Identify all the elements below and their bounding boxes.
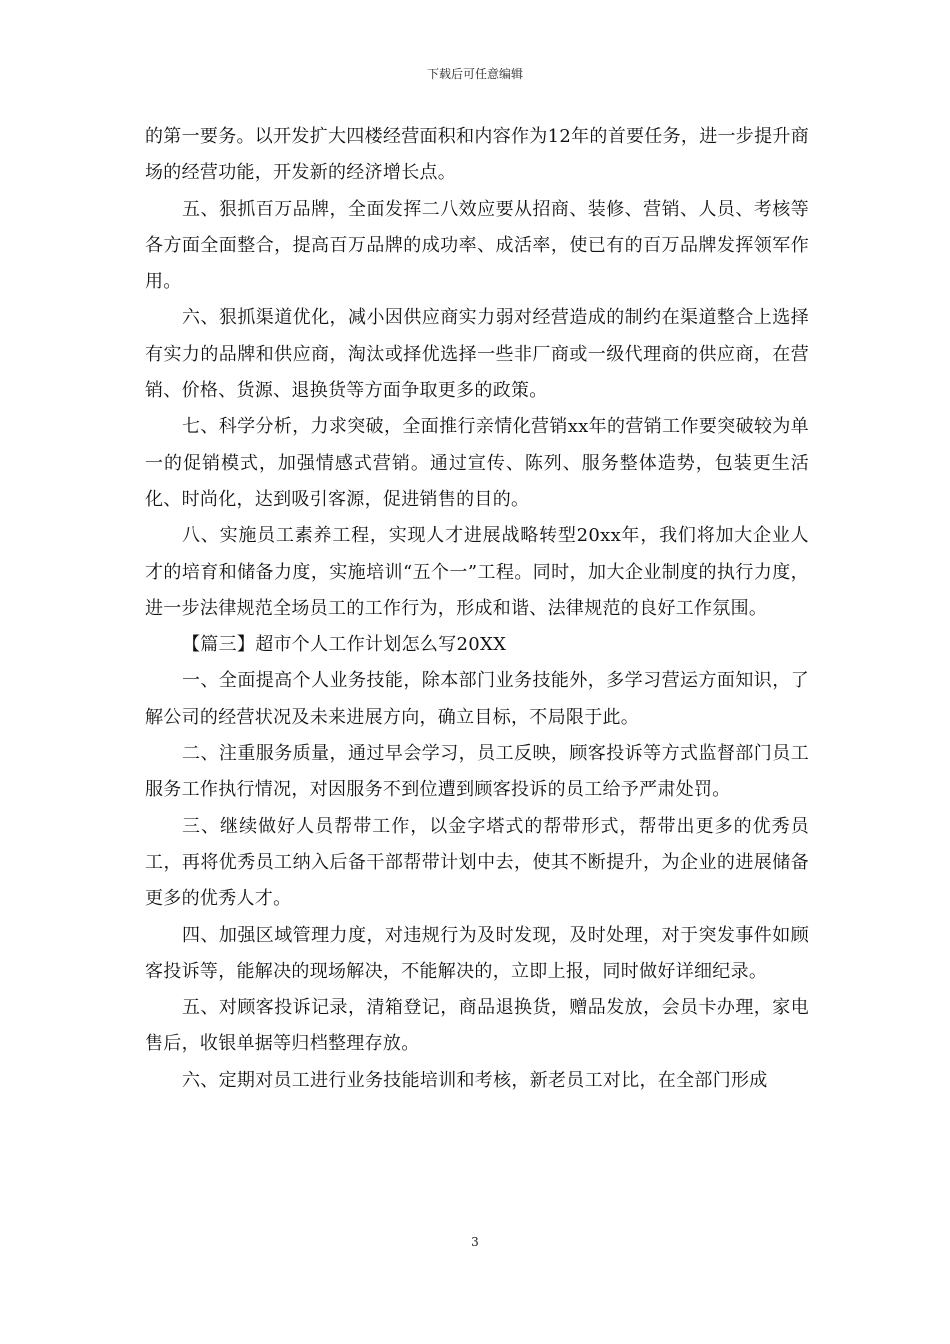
document-body <box>145 119 809 1099</box>
section-heading: 【篇三】超市个人工作计划怎么写20XX <box>182 634 507 656</box>
paragraph-item-7-marketing: 七、科学分析，力求突破，全面推行亲情化营销xx年的营销工作要突破较为单一的促销模式，加强情感式营销。通过宣传、陈列、服务整体造势，包装更生活化、时尚化，达到吸引客源，促进销售的目的。 <box>145 416 809 510</box>
paragraph-item-6-training: 六、定期对员工进行业务技能培训和考核，新老员工对比，在全部门形成 <box>182 1069 768 1091</box>
page-number: 3 <box>471 1235 479 1249</box>
paragraph-item-6-channel: 六、狠抓渠道优化，减小因供应商实力弱对经营造成的制约在渠道整合上选择有实力的品牌和供应商，淘汰或择优选择一些非厂商或一级代理商的供应商，在营销、价格、货源、退换货等方面争取更多的政策。 <box>145 307 809 402</box>
page-header: 下载后可任意编辑 <box>426 67 523 81</box>
paragraph-item-1-skills: 一、全面提高个人业务技能，除本部门业务技能外，多学习营运方面知识，了解公司的经营状况及未来进展方向，确立目标，不局限于此。 <box>145 670 809 728</box>
paragraph-item-2-service: 二、注重服务质量，通过早会学习，员工反映，顾客投诉等方式监督部门员工服务工作执行情况，对因服务不到位遭到顾客投诉的员工给予严肃处罚。 <box>145 743 809 801</box>
paragraph-item-8-staff: 八、实施员工素养工程，实现人才进展战略转型20xx年，我们将加大企业人才的培育和储备力度，实施培训“五个一”工程。同时，加大企业制度的执行力度，进一步法律规范全场员工的工作行为，形成和谐、法律规范的良好工作氛围。 <box>145 525 809 619</box>
paragraph-item-4-area: 四、加强区域管理力度，对违规行为及时发现，及时处理，对于突发事件如顾客投诉等，能解决的现场解决，不能解决的，立即上报，同时做好详细纪录。 <box>145 924 809 982</box>
paragraph-item-5-records: 五、对顾客投诉记录，清箱登记，商品退换货，赠品发放，会员卡办理，家电售后，收银单据等归档整理存放。 <box>145 997 809 1055</box>
paragraph-continuation: 的第一要务。以开发扩大四楼经营面积和内容作为12年的首要任务，进一步提升商场的经营功能，开发新的经济增长点。 <box>145 126 810 184</box>
paragraph-item-5-brand: 五、狠抓百万品牌，全面发挥二八效应要从招商、装修、营销、人员、考核等各方面全面整合，提高百万品牌的成功率、成活率，使已有的百万品牌发挥领军作用。 <box>145 198 809 293</box>
paragraph-item-3-mentoring: 三、继续做好人员帮带工作，以金字塔式的帮带形式，帮带出更多的优秀员工，再将优秀员工纳入后备干部帮带计划中去，使其不断提升，为企业的进展储备更多的优秀人才。 <box>145 815 809 910</box>
